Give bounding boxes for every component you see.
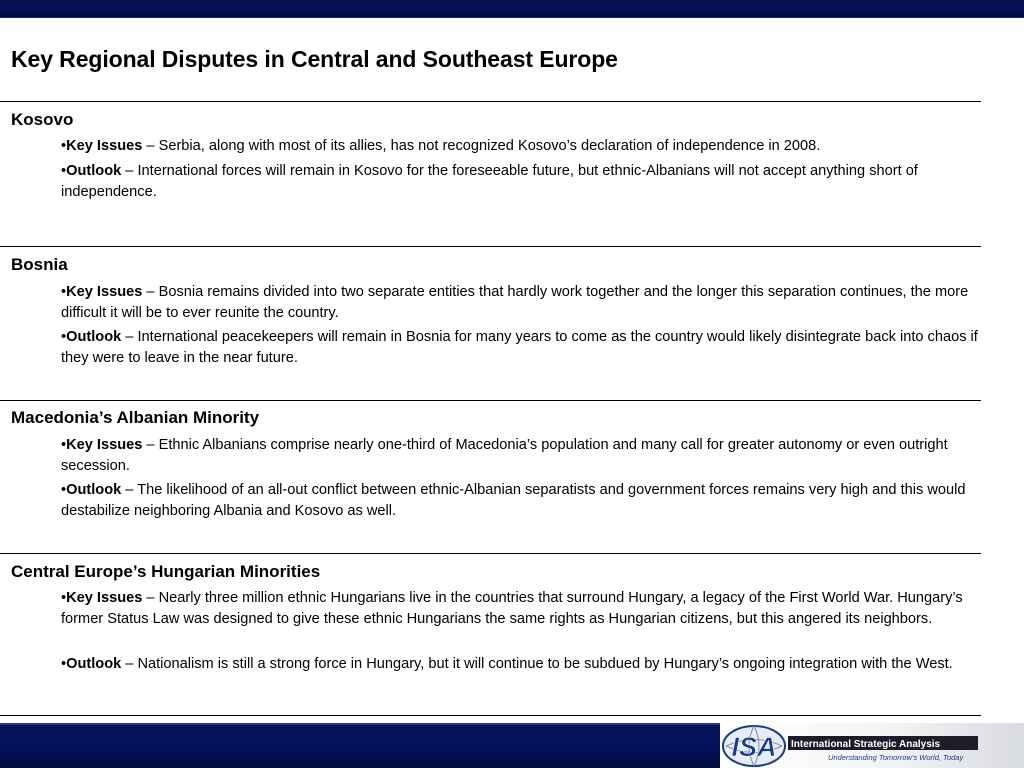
key-issues-bullet: •Key Issues – Ethnic Albanians comprise nearly one-third of Macedonia’s population and many call for greater autonomy or even outright secession. [61, 437, 948, 474]
key-issues-bullet: •Key Issues – Bosnia remains divided into two separate entities that hardly work together and the longer this separation continues, the more difficult it will be to ever reunite the country. [61, 284, 969, 321]
outlook-label: Outlook [66, 656, 122, 672]
key-issues-text: – Bosnia remains divided into two separate entities that hardly work together and the longer this separation continues, the more difficult it will be to ever reunite the country. [61, 284, 969, 321]
section-divider [0, 400, 981, 401]
key-issues-text: – Ethnic Albanians comprise nearly one-third of Macedonia’s population and many call for greater autonomy or even outright secession. [61, 437, 948, 474]
top-banner-bar [0, 0, 1024, 18]
outlook-bullet: •Outlook – The likelihood of an all-out conflict between ethnic-Albanian separatists and government forces remains very high and this would destabilize neighboring Albania and Kosovo as well. [61, 482, 966, 519]
outlook-bullet: •Outlook – Nationalism is still a strong force in Hungary, but it will continue to be subdued by Hungary’s ongoing integration with the West. [61, 656, 953, 672]
section-divider [0, 246, 981, 247]
outlook-label: Outlook [66, 163, 122, 179]
outlook-text: – The likelihood of an all-out conflict between ethnic-Albanian separatists and government forces remains very high and this would destabilize neighboring Albania and Kosovo as well. [61, 482, 966, 519]
key-issues-label: Key Issues [66, 284, 143, 300]
outlook-text: – International forces will remain in Kosovo for the foreseeable future, but ethnic-Albanians will not accept anything short of independence. [61, 163, 918, 200]
isa-logo-graphic [720, 723, 1024, 768]
svg-text:ISA: ISA [731, 732, 777, 762]
page-title: Key Regional Disputes in Central and Southeast Europe [11, 46, 618, 72]
section-divider [0, 553, 981, 554]
section-heading: Kosovo [11, 110, 74, 129]
section-divider [0, 715, 981, 716]
key-issues-bullet: •Key Issues – Serbia, along with most of its allies, has not recognized Kosovo’s declaration of independence in 2008. [61, 138, 821, 154]
svg-text:Understanding Tomorrow’s World: Understanding Tomorrow’s World, Today [828, 753, 964, 762]
section-divider [0, 101, 981, 102]
key-issues-label: Key Issues [66, 138, 143, 154]
section-heading: Bosnia [11, 255, 68, 274]
key-issues-label: Key Issues [66, 437, 143, 453]
isa-logo [720, 723, 1024, 768]
key-issues-text: – Nearly three million ethnic Hungarians live in the countries that surround Hungary, a legacy of the First World War. Hungary’s former Status Law was designed to give these ethnic Hungarians the same rights as Hungarian citizens, but this angered its neighbors. [61, 590, 963, 627]
section-heading: Central Europe’s Hungarian Minorities [11, 562, 321, 581]
outlook-text: – Nationalism is still a strong force in Hungary, but it will continue to be subdued by Hungary’s ongoing integration with the West. [121, 656, 953, 672]
outlook-text: – International peacekeepers will remain in Bosnia for many years to come as the country would likely disintegrate back into chaos if they were to leave in the near future. [61, 329, 978, 366]
key-issues-text: – Serbia, along with most of its allies, has not recognized Kosovo’s declaration of independence in 2008. [142, 138, 821, 154]
outlook-label: Outlook [66, 329, 122, 345]
outlook-bullet: •Outlook – International forces will remain in Kosovo for the foreseeable future, but ethnic-Albanians will not accept anything short of independence. [61, 163, 918, 200]
section-heading: Macedonia’s Albanian Minority [11, 408, 260, 427]
key-issues-bullet: •Key Issues – Nearly three million ethnic Hungarians live in the countries that surround Hungary, a legacy of the First World War. Hungary’s former Status Law was designed to give these ethnic Hungarians the same rights as Hungarian citizens, but this angered its neighbors. [61, 590, 963, 627]
svg-text:International Strategic Analys: International Strategic Analysis [791, 739, 941, 750]
outlook-label: Outlook [66, 482, 122, 498]
outlook-bullet: •Outlook – International peacekeepers will remain in Bosnia for many years to come as the country would likely disintegrate back into chaos if they were to leave in the near future. [61, 329, 978, 366]
key-issues-label: Key Issues [66, 590, 143, 606]
